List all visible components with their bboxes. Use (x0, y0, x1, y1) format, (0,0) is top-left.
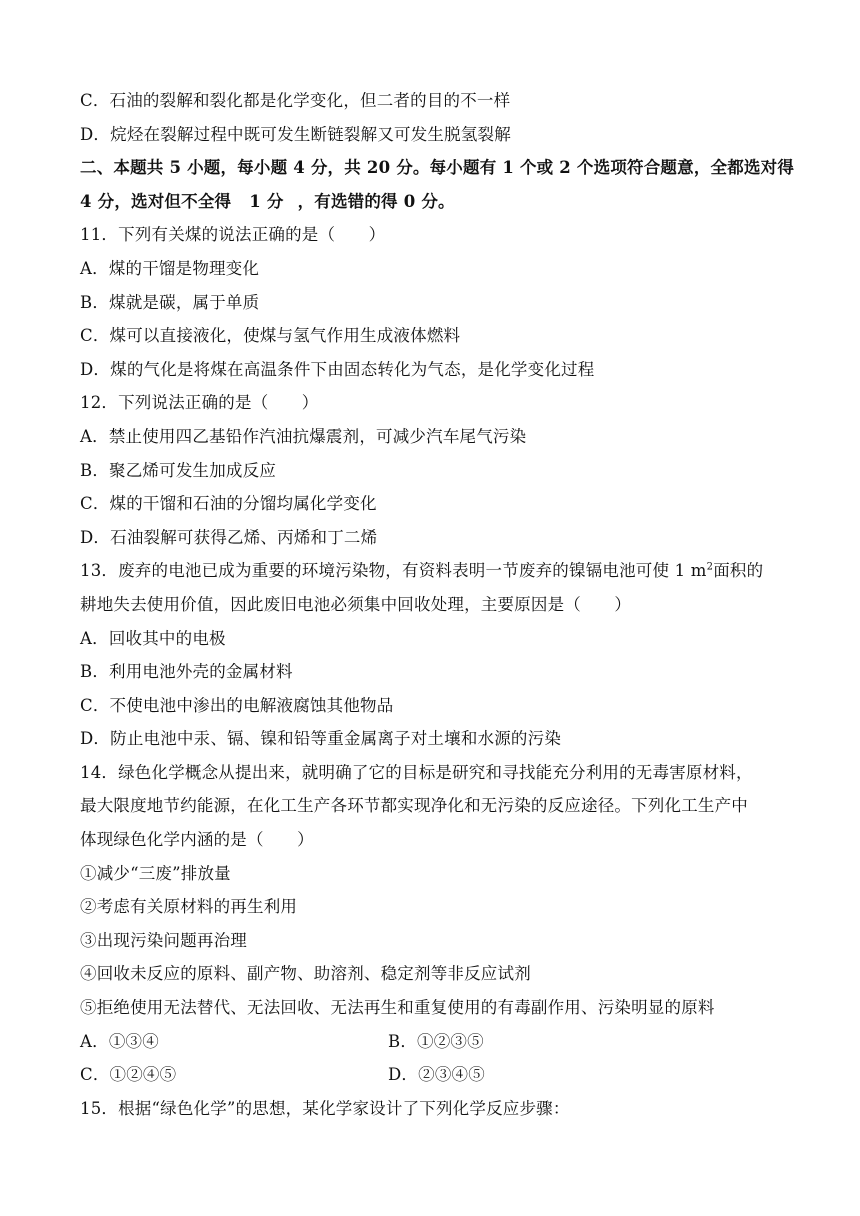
q13-option-a: A．回收其中的电极 (80, 628, 226, 648)
q13-option-b: B．利用电池外壳的金属材料 (80, 662, 293, 682)
q11-option-b: B．煤就是碳，属于单质 (80, 292, 260, 312)
section2-line2-part-b: 1 分 (249, 191, 284, 211)
section2-line2-part-c: ，有选错的得 0 分。 (297, 191, 455, 211)
q13-stem-part-a: 13．废弃的电池已成为重要的环境污染物，有资料表明一节废弃的镍镉电池可使 1 m (80, 561, 707, 581)
q11-stem: 11．下列有关煤的说法正确的是（ ） (80, 225, 386, 245)
q13-stem-line1 (80, 554, 780, 588)
q14-item-4: ④回收未反应的原料、副产物、助溶剂、稳定剂等非反应试剂 (80, 964, 531, 984)
q13-stem-line2: 耕地失去使用价值，因此废旧电池必须集中回收处理，主要原因是（ ） (80, 594, 632, 614)
q14-options-row2 (80, 1058, 780, 1092)
q11-option-d: D．煤的气化是将煤在高温条件下由固态转化为气态，是化学变化过程 (80, 359, 595, 379)
q15-stem: 15．根据“绿色化学”的思想，某化学家设计了下列化学反应步骤： (80, 1098, 570, 1118)
q13-stem-part-b: 面积的 (713, 561, 764, 581)
q10-option-c: C．石油的裂解和裂化都是化学变化，但二者的目的不一样 (80, 91, 511, 110)
q14-item-1: ①减少“三废”排放量 (80, 863, 231, 883)
q12-option-d: D．石油裂解可获得乙烯、丙烯和丁二烯 (80, 527, 378, 547)
q12-option-b: B．聚乙烯可发生加成反应 (80, 460, 277, 480)
q10-option-d: D．烷烃在裂解过程中既可发生断链裂解又可发生脱氢裂解 (80, 124, 511, 144)
q14-option-a: A．①③④ (80, 1031, 159, 1051)
q12-option-a: A．禁止使用四乙基铅作汽油抗爆震剂，可减少汽车尾气污染 (80, 426, 527, 446)
section2-line2-part-a: 4 分，选对但不全得 (80, 191, 232, 211)
q13-superscript: 2 (706, 561, 714, 573)
q14-stem-line1: 14．绿色化学概念从提出来，就明确了它的目标是研究和寻找能充分利用的无毒害原材料， (80, 762, 753, 782)
exam-page (80, 84, 795, 1125)
q13-option-c: C．不使电池中渗出的电解液腐蚀其他物品 (80, 695, 394, 715)
q13-option-d: D．防止电池中汞、镉、镍和铅等重金属离子对土壤和水源的污染 (80, 729, 562, 749)
q14-option-c: C．①②④⑤ (80, 1065, 177, 1085)
q14-options-row1 (80, 1025, 780, 1059)
q14-item-2: ②考虑有关原材料的再生利用 (80, 897, 298, 917)
q11-option-a: A．煤的干馏是物理变化 (80, 258, 260, 278)
q14-item-3: ③出现污染问题再治理 (80, 930, 247, 950)
section2-instructions-line2 (80, 185, 780, 219)
q11-option-c: C．煤可以直接液化，使煤与氢气作用生成液体燃料 (80, 326, 461, 346)
q14-stem-line3: 体现绿色化学内涵的是（ ） (80, 830, 314, 850)
section2-instructions-line1: 二、本题共 5 小题，每小题 4 分，共 20 分。每小题有 1 个或 2 个选项符合题意，全都选对得 (80, 158, 795, 178)
q12-option-c: C．煤的干馏和石油的分馏均属化学变化 (80, 494, 377, 514)
q14-option-b: B．①②③⑤ (388, 1031, 484, 1051)
q14-stem-line2: 最大限度地节约能源，在化工生产各环节都实现净化和无污染的反应途径。下列化工生产中 (80, 796, 748, 816)
q12-stem: 12．下列说法正确的是（ ） (80, 393, 319, 413)
q14-option-d: D．②③④⑤ (388, 1065, 485, 1085)
q14-item-5: ⑤拒绝使用无法替代、无法回收、无法再生和重复使用的有毒副作用、污染明显的原料 (80, 998, 715, 1018)
